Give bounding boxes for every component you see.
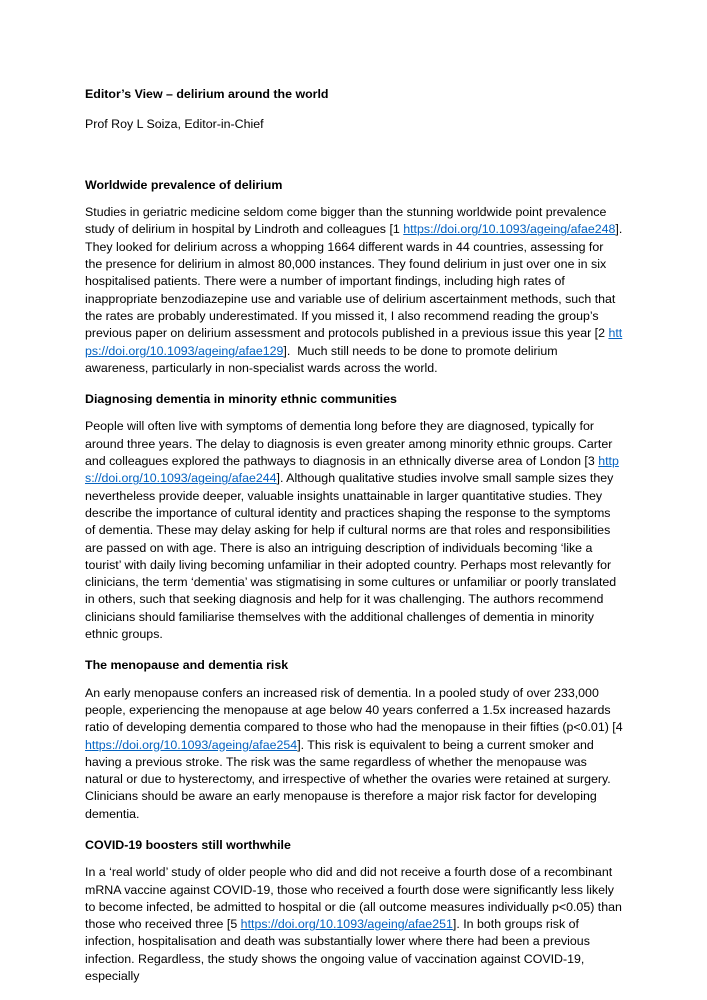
doi-hyperlink[interactable]: https://doi.org/10.1093/ageing/afae254 <box>85 737 298 752</box>
section-menopause-dementia-risk <box>85 657 623 823</box>
section-heading-menopause-dementia-risk: The menopause and dementia risk <box>85 658 289 673</box>
section-covid-boosters <box>85 837 623 985</box>
doi-hyperlink[interactable]: https://doi.org/10.1093/ageing/afae248 <box>403 222 616 237</box>
paragraph-worldwide-prevalence: Studies in geriatric medicine seldom come bigger than the stunning worldwide point prevalence study of delirium in hospital by Lindroth and colleagues [1 https://doi.org/10.1093/ageing/afae248]. They looked for delirium across a whopping 1664 different wards in 44 countries, assessing for the presence for delirium in almost 80,000 instances. They found delirium in just over one in six hospitalised patients. There were a number of important findings, including high rates of inappropriate benzodiazepine use and variable use of delirium ascertainment methods, such that the rates are probably underestimated. If you missed it, I also recommend reading the group’s previous paper on delirium assessment and protocols published in a previous issue this year [2 https://doi.org/10.1093/ageing/afae129]. Much still needs to be done to promote delirium awareness, particularly in non-specialist wards across the world. <box>85 205 623 375</box>
author-byline: Prof Roy L Soiza, Editor-in-Chief <box>85 117 264 132</box>
paragraph-menopause-dementia-risk: An early menopause confers an increased risk of dementia. In a pooled study of over 233,000 people, experiencing the menopause at age below 40 years conferred a 1.5x increased hazards ratio of developing dementia compared to those who had the menopause in their fifties (p<0.01) [4 https://doi.org/10.1093/ageing/afae254]. This risk is equivalent to being a current smoker and having a previous stroke. The risk was the same regardless of whether the menopause was natural or due to hysterectomy, and irrespective of whether the ovaries were retained at surgery. Clinicians should be aware an early menopause is therefore a major risk factor for developing dementia. <box>85 685 623 821</box>
doi-hyperlink[interactable]: https://doi.org/10.1093/ageing/afae129 <box>85 326 623 358</box>
paragraph-covid-boosters: In a ‘real world’ study of older people who did and did not receive a fourth dose of a recombinant mRNA vaccine against COVID-19, those who received a fourth dose were significantly less likely to become infected, be admitted to hospital or die (all outcome measures individually p<0.05) than those who received three [5 https://doi.org/10.1093/ageing/afae251]. In both groups risk of infection, hospitalisation and death was substantially lower where there had been a previous infection. Regardless, the study shows the ongoing value of vaccination against COVID-19, especially <box>85 865 622 984</box>
section-worldwide-prevalence <box>85 177 623 377</box>
doi-hyperlink[interactable]: https://doi.org/10.1093/ageing/afae244 <box>85 454 619 486</box>
section-heading-diagnosing-dementia: Diagnosing dementia in minority ethnic communities <box>85 392 397 407</box>
section-heading-worldwide-prevalence: Worldwide prevalence of delirium <box>85 177 283 192</box>
section-diagnosing-dementia <box>85 391 623 643</box>
doi-hyperlink[interactable]: https://doi.org/10.1093/ageing/afae251 <box>240 917 453 932</box>
paragraph-diagnosing-dementia: People will often live with symptoms of dementia long before they are diagnosed, typically for around three years. The delay to diagnosis is even greater among minority ethnic groups. Carter and colleagues explored the pathways to diagnosis in an ethnically diverse area of London [3 https://doi.org/10.1093/ageing/afae244]. Although qualitative studies involve small sample sizes they nevertheless provide deeper, valuable insights unattainable in larger quantitative studies. They describe the importance of cultural identity and practices shaping the response to the symptoms of dementia. These may delay asking for help if cultural norms are that roles and responsibilities are passed on with age. There is also an intriguing description of individuals becoming ‘like a tourist’ with daily living becoming unfamiliar in their adopted country. Perhaps most relevantly for clinicians, the term ‘dementia’ was stigmatising in some cultures or unfamiliar or poorly translated in others, such that seeking diagnosis and help for it was challenging. The authors recommend clinicians should familiarise themselves with the additional challenges of dementia in minority ethnic groups. <box>85 419 619 642</box>
blank-paragraph <box>85 147 623 164</box>
document-title: Editor’s View – delirium around the world <box>85 87 329 101</box>
section-heading-covid-boosters: COVID-19 boosters still worthwhile <box>85 837 291 852</box>
